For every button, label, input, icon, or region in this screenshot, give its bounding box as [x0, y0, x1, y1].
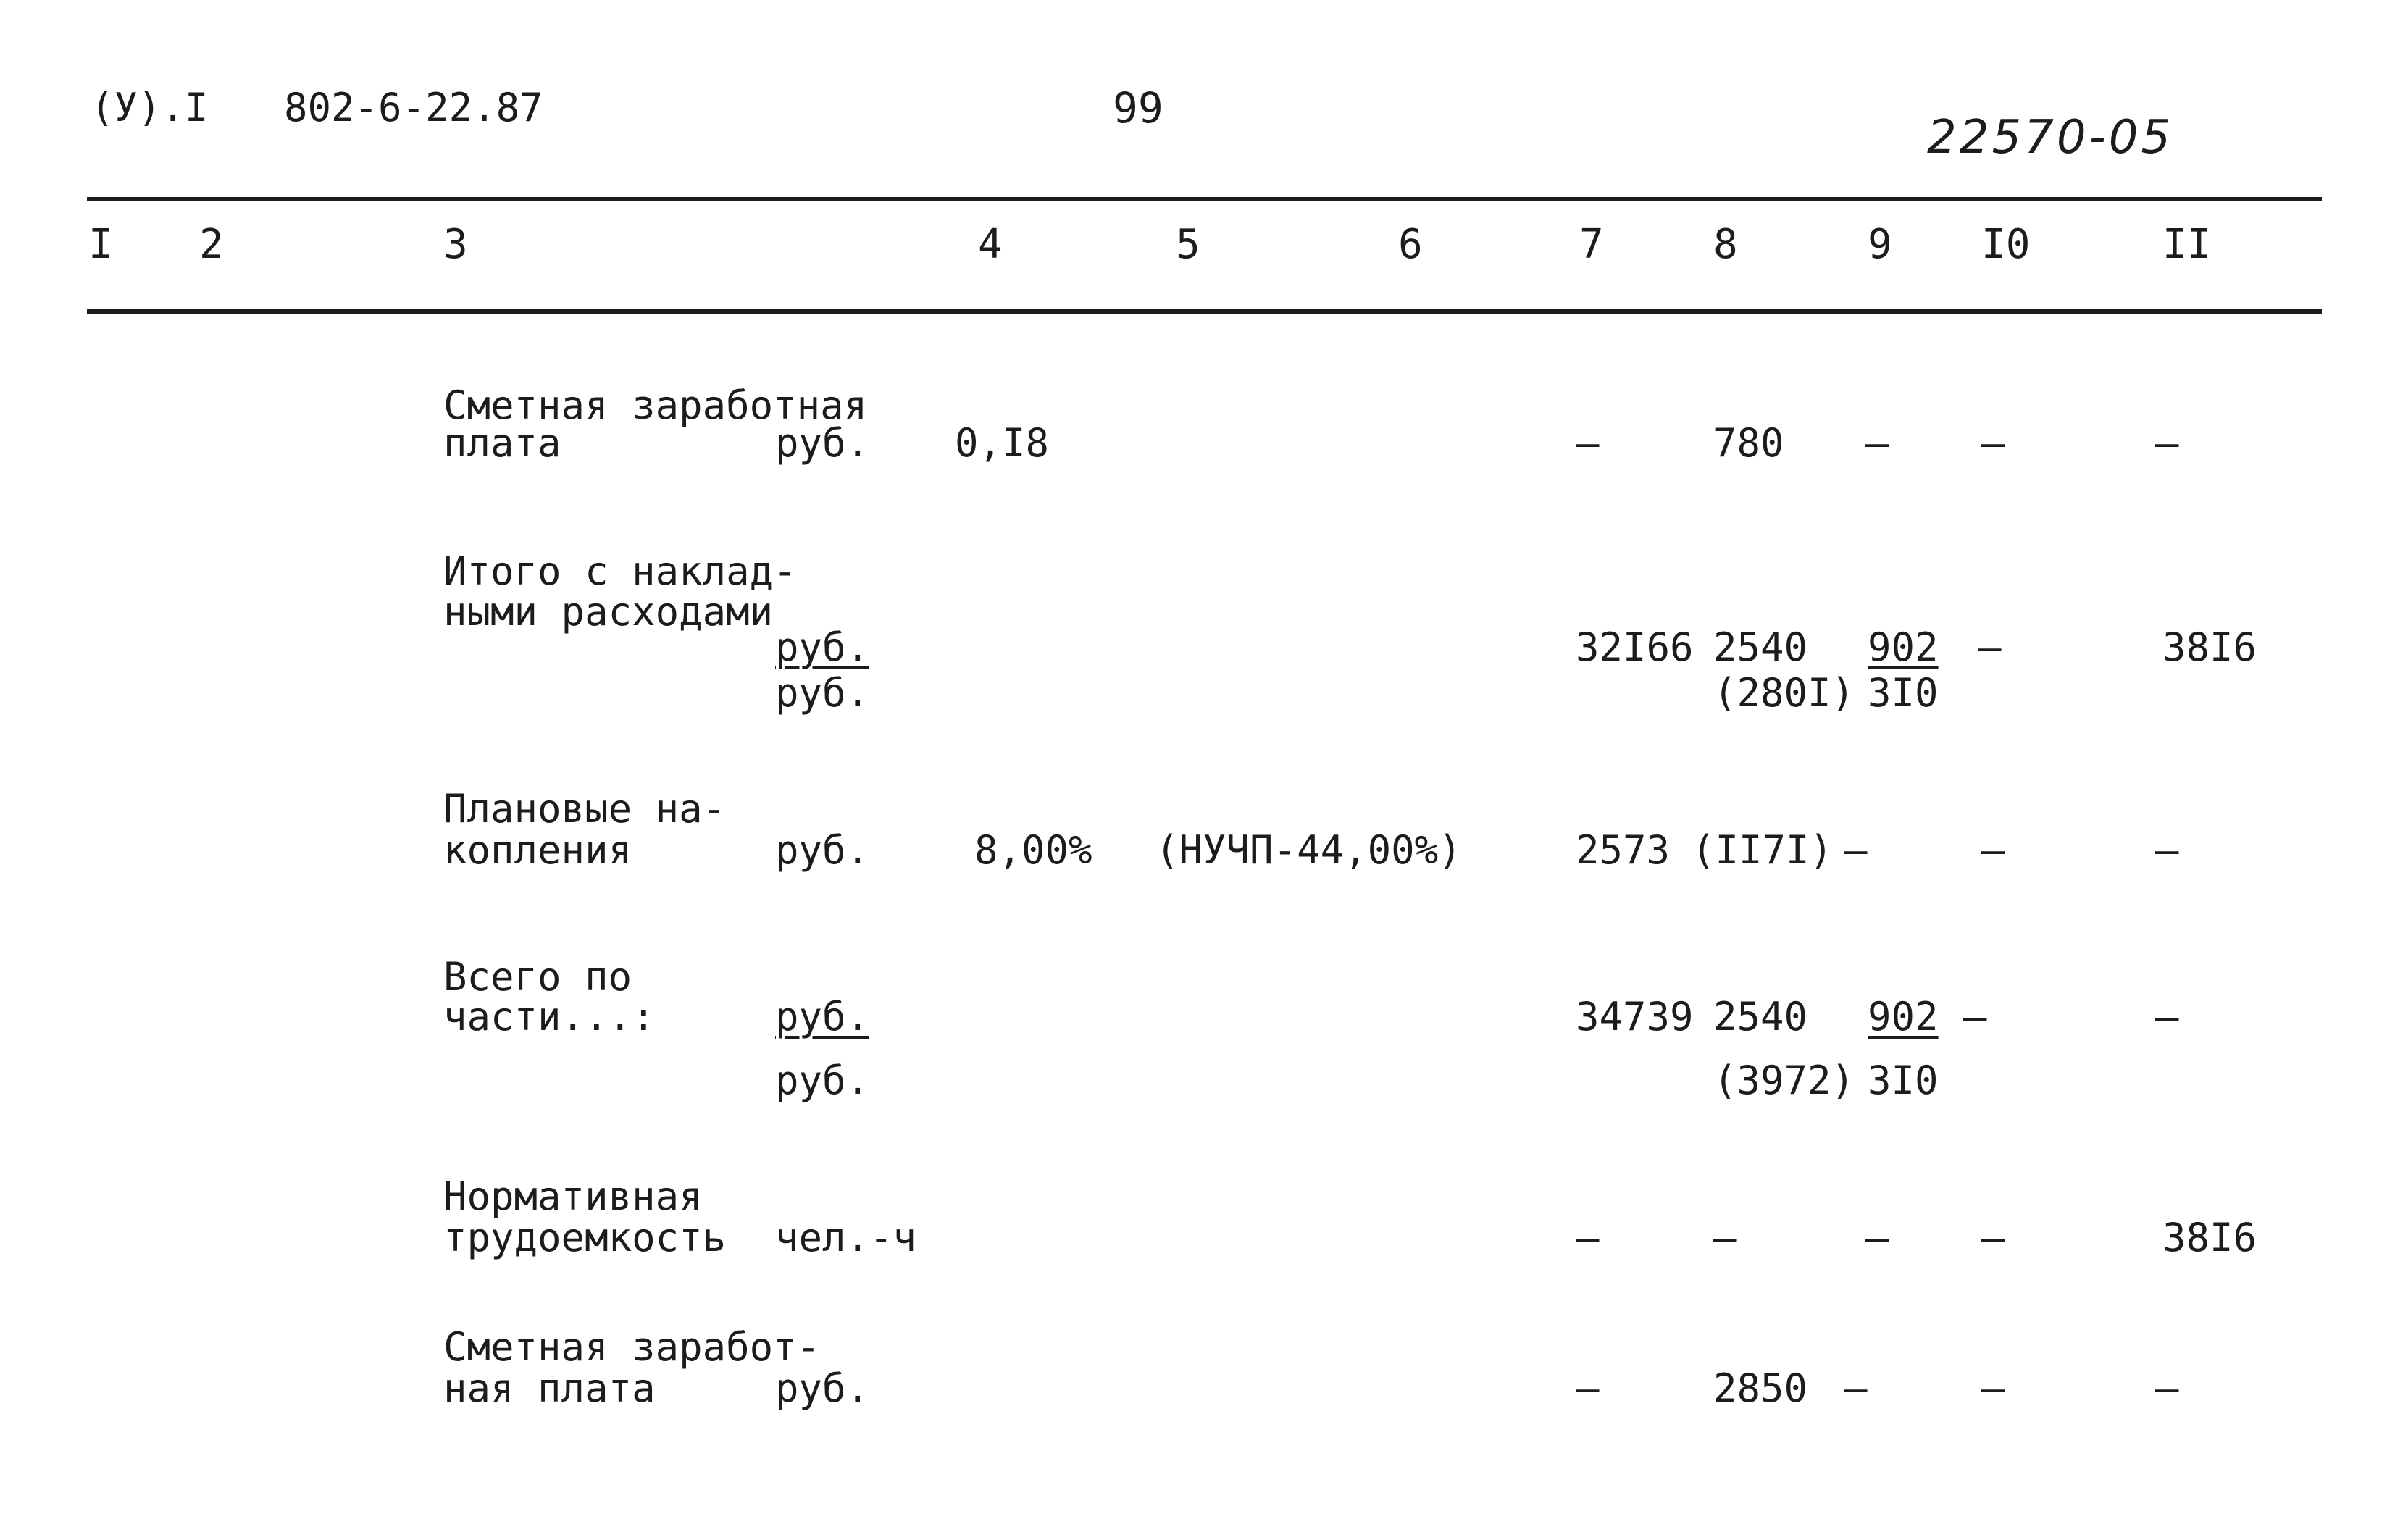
row-3-title-line-2: копления [443, 827, 632, 873]
header-top-rule [87, 197, 2322, 201]
row-6-col9: – [1844, 1365, 1868, 1411]
row-1-col8: 780 [1713, 420, 1784, 466]
row-6-col10: – [1981, 1365, 2005, 1411]
row-6-col7: – [1576, 1365, 1600, 1411]
header-bottom-rule [87, 309, 2322, 314]
row-4-col9-top: 902 [1868, 994, 1939, 1039]
row-3-col7: 2573 [1576, 827, 1671, 873]
row-4-col9-bottom: 3I0 [1868, 1058, 1939, 1103]
column-number-1: I [88, 221, 113, 268]
row-4-title-line-2: части...: [443, 994, 656, 1039]
column-number-7: 7 [1579, 221, 1604, 268]
row-4-unit-top: руб. [775, 994, 870, 1039]
column-number-6: 6 [1398, 221, 1423, 268]
row-4-unit-bottom: руб. [775, 1058, 870, 1103]
column-number-11: II [2162, 221, 2212, 268]
row-5-col9: – [1865, 1215, 1889, 1260]
row-1-unit: руб. [775, 420, 870, 466]
handwritten-number: 22570-05 [1927, 111, 2174, 164]
row-2-col10: – [1978, 624, 2002, 670]
row-3-col5: (НУЧП-44,00%) [1155, 827, 1462, 873]
row-1-title-line-2: плата [443, 420, 561, 466]
row-3-title-line-1: Плановые на- [443, 786, 727, 832]
row-3-col11: – [2155, 827, 2179, 873]
row-6-title-line-1: Сметная заработ- [443, 1324, 821, 1370]
row-2-col7: 32I66 [1576, 624, 1694, 670]
row-3-col9: – [1844, 827, 1868, 873]
row-2-unit-bottom: руб. [775, 670, 870, 716]
column-number-4: 4 [978, 221, 1003, 268]
row-4-col7: 34739 [1576, 994, 1694, 1039]
row-4-col8-top: 2540 [1713, 994, 1808, 1039]
row-2-col11: 38I6 [2162, 624, 2257, 670]
row-5-col11: 38I6 [2162, 1215, 2257, 1260]
row-3-col4: 8,00% [974, 827, 1092, 873]
row-1-col7: – [1576, 420, 1600, 466]
row-5-title-line-2: трудоемкость [443, 1215, 727, 1260]
row-3-col10: – [1981, 827, 2005, 873]
column-number-5: 5 [1176, 221, 1200, 268]
column-number-10: I0 [1981, 221, 2031, 268]
row-2-col8-top: 2540 [1713, 624, 1808, 670]
row-5-col10: – [1981, 1215, 2005, 1260]
row-3-unit: руб. [775, 827, 870, 873]
row-1-col9: – [1865, 420, 1889, 466]
row-1-col10: – [1981, 420, 2005, 466]
row-6-unit: руб. [775, 1365, 870, 1411]
row-2-col9-top: 902 [1868, 624, 1939, 670]
row-2-title-line-2: ными расходами [443, 589, 774, 635]
row-6-col11: – [2155, 1365, 2179, 1411]
series-code: 802-6-22.87 [284, 85, 543, 130]
column-number-8: 8 [1713, 221, 1738, 268]
row-1-col11: – [2155, 420, 2179, 466]
row-4-col8-bottom: (3972) [1713, 1058, 1855, 1103]
row-1-col4: 0,I8 [955, 420, 1050, 466]
row-6-title-line-2: ная плата [443, 1365, 656, 1411]
row-5-col7: – [1576, 1215, 1600, 1260]
column-number-2: 2 [199, 221, 224, 268]
row-2-col8-bottom: (280I) [1713, 670, 1855, 716]
row-4-col10: – [1963, 994, 1987, 1039]
row-3-col8: (II7I) [1692, 827, 1834, 873]
column-number-9: 9 [1868, 221, 1892, 268]
row-5-title-line-1: Нормативная [443, 1173, 703, 1219]
row-4-col11: – [2155, 994, 2179, 1039]
row-5-unit: чел.-ч [775, 1215, 917, 1260]
row-2-col9-bottom: 3I0 [1868, 670, 1939, 716]
row-5-col8: – [1713, 1215, 1737, 1260]
row-6-col8: 2850 [1713, 1365, 1808, 1411]
row-1-title-line-1: Сметная заработная [443, 382, 868, 428]
document-code: (У).I [91, 85, 209, 130]
row-2-unit-top: руб. [775, 624, 870, 670]
page-number: 99 [1113, 83, 1163, 133]
row-2-title-line-1: Итого с наклад- [443, 548, 797, 594]
row-4-title-line-1: Всего по [443, 954, 632, 1000]
column-number-3: 3 [443, 221, 468, 268]
